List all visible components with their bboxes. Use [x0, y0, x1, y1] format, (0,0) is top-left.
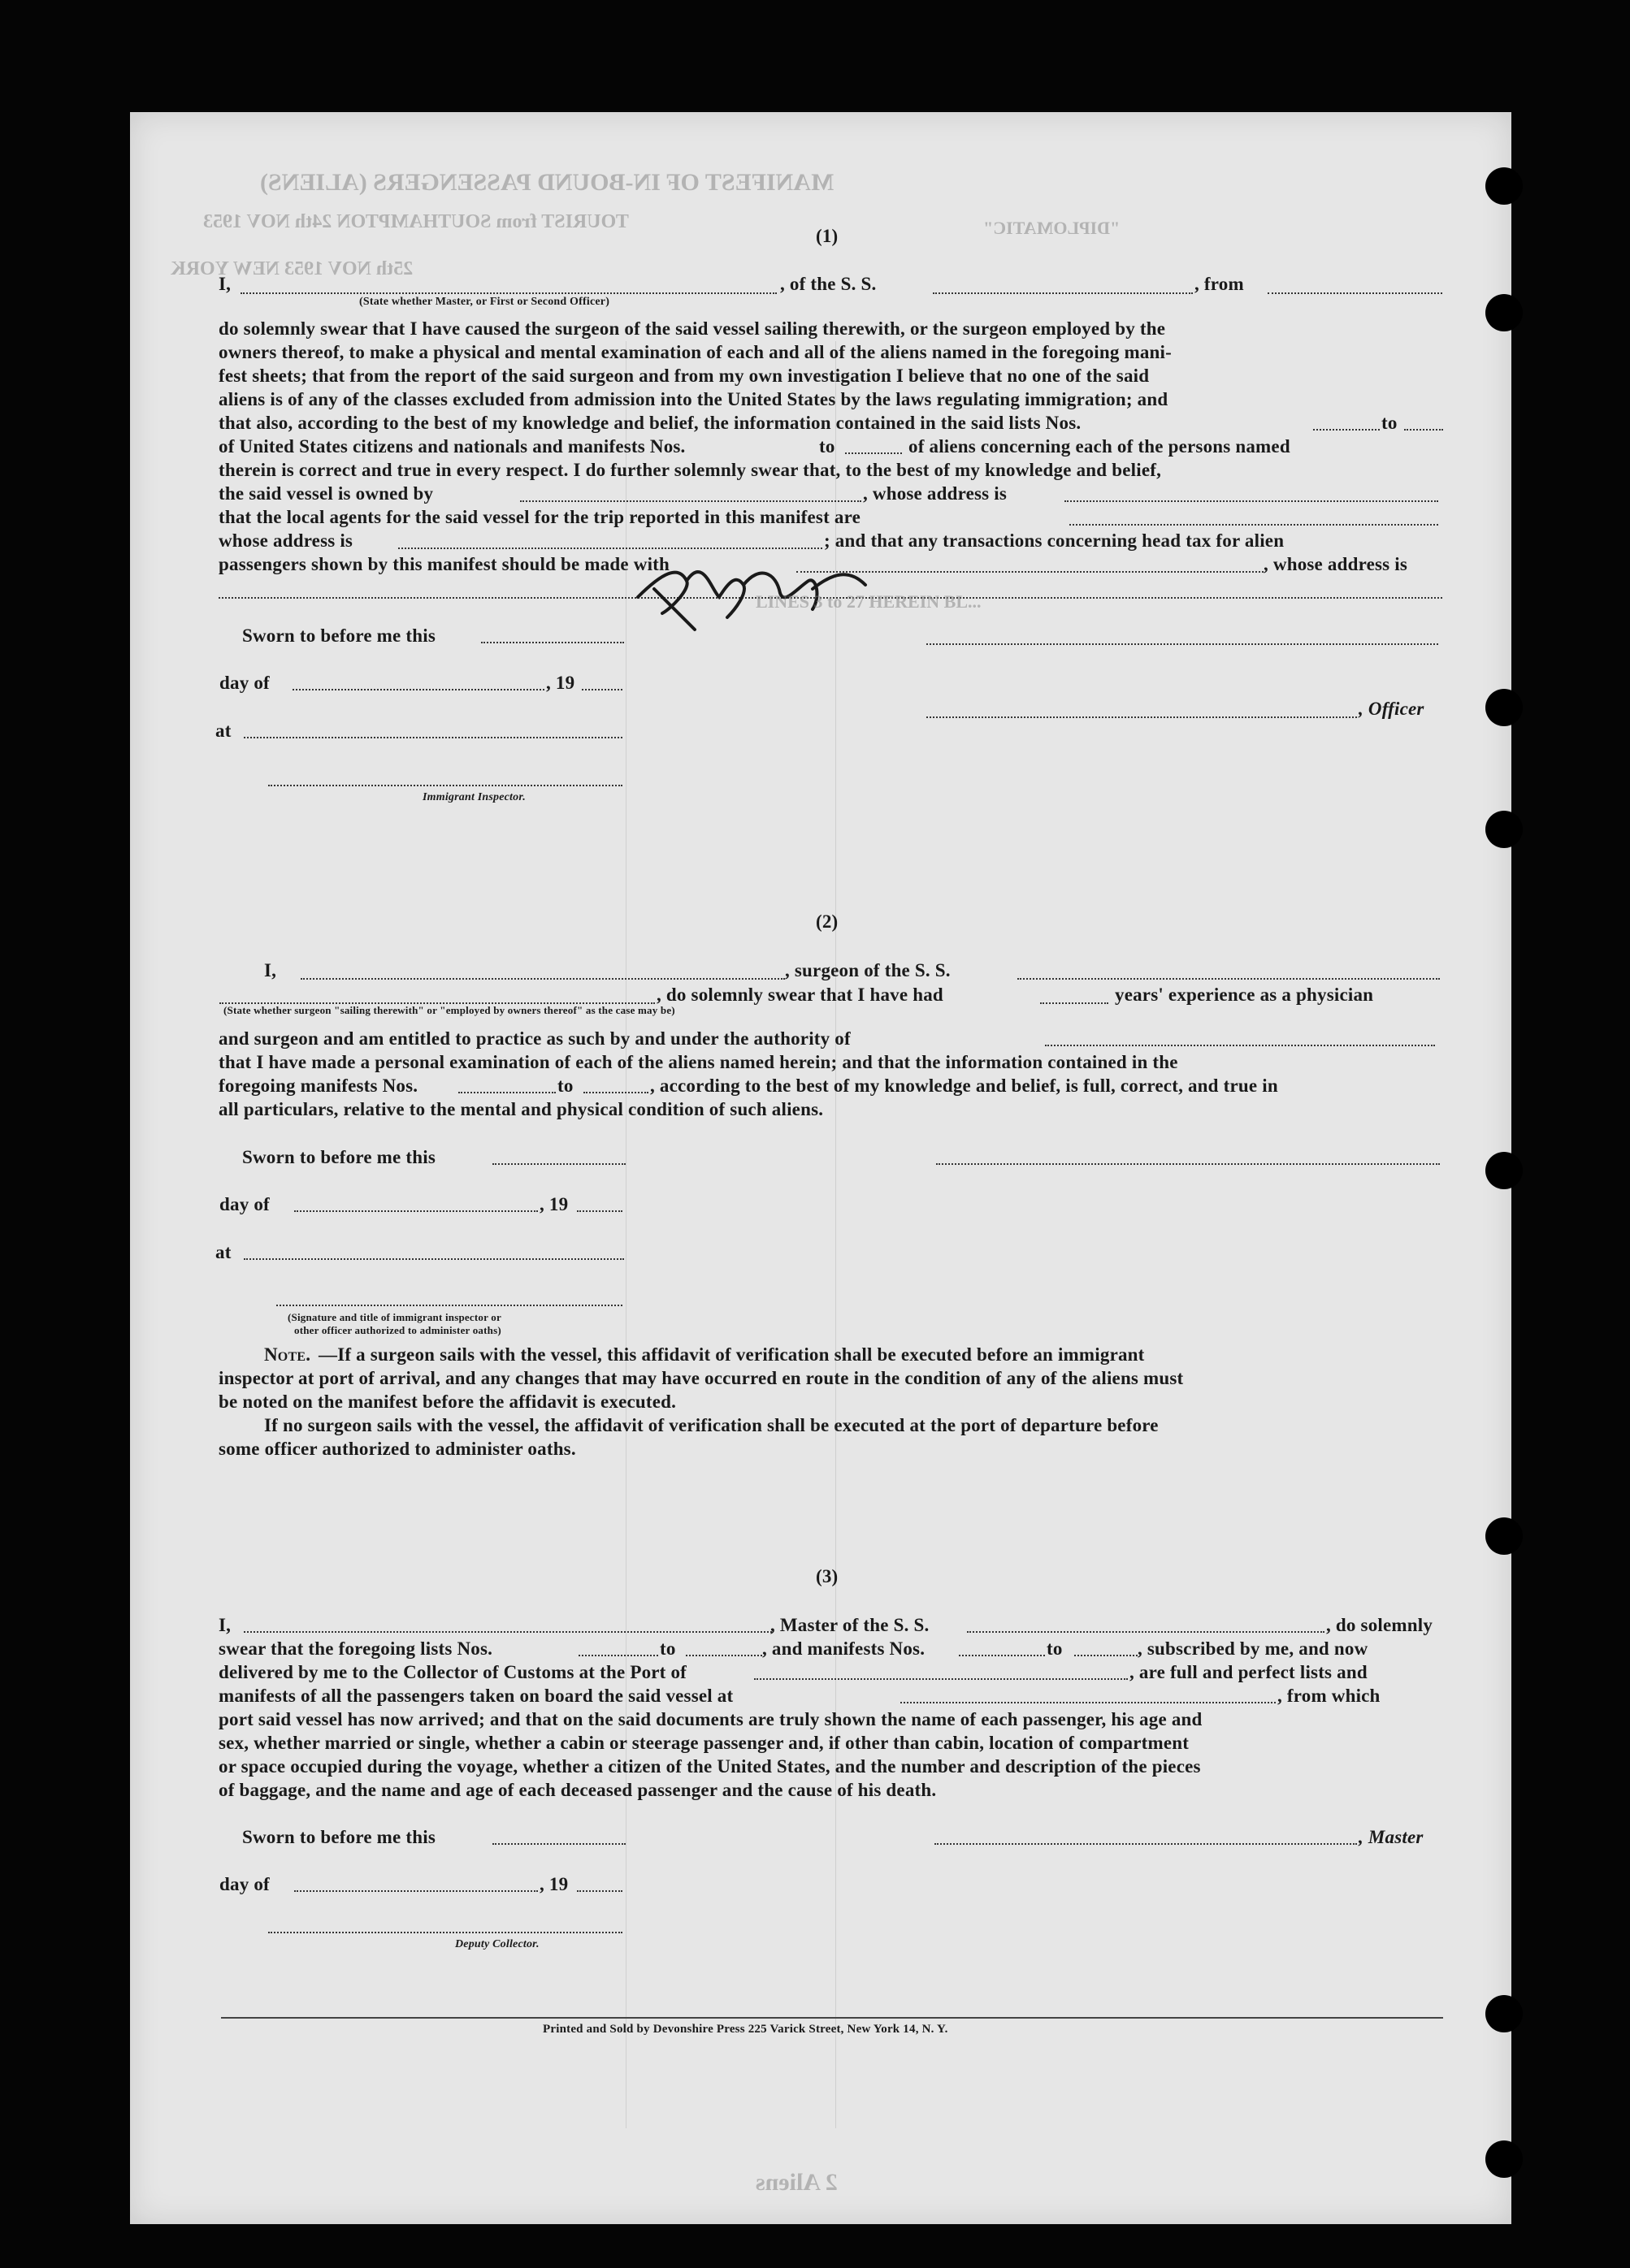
- oath-body-line: whose address is: [219, 530, 353, 551]
- section-3-number: (3): [816, 1566, 839, 1586]
- vessel-owner-field[interactable]: [520, 500, 861, 502]
- to-label: to: [660, 1638, 676, 1659]
- oath-body-line: manifests of all the passengers taken on board the said vessel at: [219, 1686, 734, 1706]
- oath-body-line: all particulars, relative to the mental and physical condition of such aliens.: [219, 1099, 824, 1119]
- ghost-header-route: TOURIST from SOUTHAMPTON 24th NOV 1953: [203, 211, 629, 232]
- ghost-header-title: MANIFEST OF IN-BOUND PASSENGERS (ALIENS): [260, 169, 835, 196]
- ghost-lines-stamp: LINES 3 to 27 HEREIN BL...: [756, 591, 982, 612]
- oath-body-line: of United States citizens and nationals and manifests Nos.: [219, 436, 686, 457]
- oath-body-line: , subscribed by me, and now: [1138, 1638, 1368, 1659]
- year-label: , 19: [546, 673, 575, 693]
- oath-body-line: passengers shown by this manifest should be made with: [219, 554, 670, 574]
- oath-body-line: years' experience as a physician: [1115, 985, 1374, 1005]
- section-2-number: (2): [816, 911, 839, 932]
- manifests-to-field[interactable]: [583, 1092, 648, 1093]
- section-1-number: (1): [816, 226, 839, 246]
- binder-hole: [1485, 294, 1523, 331]
- printer-imprint: Printed and Sold by Devonshire Press 225 Varick Street, New York 14, N. Y.: [543, 2023, 948, 2036]
- officer-signature-line[interactable]: [926, 643, 1438, 645]
- note-label: Note.: [264, 1344, 311, 1365]
- manifests-to-field[interactable]: [845, 452, 902, 454]
- oath-body-line: , are full and perfect lists and: [1129, 1662, 1368, 1682]
- officer-name-field[interactable]: [241, 292, 777, 294]
- oath-body-line: , do solemnly: [1326, 1615, 1433, 1635]
- officer-rank-note: (State whether Master, or First or Second Officer): [359, 296, 610, 308]
- surgeon-status-note: (State whether surgeon "sailing therewith" or "employed by owners thereof" as the case may be): [223, 1004, 675, 1016]
- oath-body-line: sex, whether married or single, whether a cabin or steerage passenger and, if other than cabin, location of compartment: [219, 1733, 1190, 1753]
- footer-rule: [221, 2017, 1443, 2019]
- surgeon-of-label: , surgeon of the S. S.: [785, 960, 951, 980]
- note-text-line: If no surgeon sails with the vessel, the affidavit of verification shall be executed at the port of departure before: [264, 1415, 1159, 1435]
- binder-hole: [1485, 811, 1523, 848]
- ghost-stamp: "DIPLOMATIC": [983, 218, 1121, 238]
- oath-body-line: that I have made a personal examination of each of the aliens named herein; and that the information contained in the: [219, 1052, 1178, 1072]
- at-label: at: [215, 721, 232, 741]
- binder-hole: [1485, 1995, 1523, 2032]
- lists-from-field[interactable]: [579, 1655, 658, 1656]
- local-agents-field[interactable]: [1069, 524, 1438, 526]
- oath-body-line: owners thereof, to make a physical and mental examination of each and all of the aliens named in the foregoing mani-: [219, 342, 1172, 362]
- year-label: , 19: [540, 1194, 569, 1214]
- master-vessel-field[interactable]: [967, 1631, 1324, 1633]
- day-of-label: day of: [219, 1194, 270, 1214]
- officer-label: , Officer: [1359, 699, 1424, 719]
- ghost-aliens-count: 2 Aliens: [756, 2169, 838, 2196]
- immigrant-inspector-label: Immigrant Inspector.: [423, 791, 526, 803]
- surgeon-signature-line[interactable]: [936, 1163, 1440, 1165]
- whose-address-label: , whose address is: [1264, 554, 1407, 574]
- note-text-line: —If a surgeon sails with the vessel, this affidavit of verification shall be executed before an immigrant: [319, 1344, 1145, 1365]
- oath-body-line: of aliens concerning each of the persons named: [908, 436, 1290, 457]
- oath-body-line: that the local agents for the said vessel for the trip reported in this manifest are: [219, 507, 861, 527]
- day-of-field[interactable]: [294, 1890, 538, 1892]
- binder-hole: [1485, 167, 1523, 205]
- inspector-signature-line[interactable]: [276, 1305, 622, 1306]
- note-text-line: some officer authorized to administer oaths.: [219, 1439, 576, 1459]
- binder-hole: [1485, 2140, 1523, 2178]
- year-field[interactable]: [577, 1210, 622, 1212]
- sworn-date-field[interactable]: [492, 1843, 626, 1845]
- lists-to-field[interactable]: [686, 1655, 762, 1656]
- oath-body-line: or space occupied during the voyage, whether a citizen of the United States, and the number and description of the pieces: [219, 1756, 1201, 1777]
- oath-i-label: I,: [264, 960, 277, 980]
- to-label: to: [557, 1076, 574, 1096]
- oath-body-line: foregoing manifests Nos.: [219, 1076, 418, 1096]
- from-label: , from: [1194, 274, 1244, 294]
- day-of-label: day of: [219, 673, 270, 693]
- at-label: at: [215, 1242, 232, 1262]
- sworn-label: Sworn to before me this: [242, 1827, 436, 1847]
- officer-title-line[interactable]: [926, 716, 1357, 718]
- binder-hole: [1485, 1517, 1523, 1555]
- year-field[interactable]: [577, 1890, 622, 1892]
- years-experience-field[interactable]: [1040, 1002, 1108, 1004]
- officer-signature: [605, 540, 898, 638]
- surgeon-name-field[interactable]: [301, 978, 785, 980]
- oath-body-line: of baggage, and the name and age of each deceased passenger and the cause of his death.: [219, 1780, 937, 1800]
- oath-body-line: , from which: [1277, 1686, 1381, 1706]
- at-place-field[interactable]: [244, 737, 622, 738]
- manifests-from-field[interactable]: [959, 1655, 1045, 1656]
- signature-note: other officer authorized to administer oaths): [294, 1324, 501, 1336]
- note-text-line: be noted on the manifest before the affidavit is executed.: [219, 1392, 677, 1412]
- sworn-date-field[interactable]: [492, 1163, 626, 1165]
- day-of-field[interactable]: [293, 689, 544, 690]
- oath-body-line: and surgeon and am entitled to practice as such by and under the authority of: [219, 1028, 851, 1049]
- oath-body-line: do solemnly swear that I have caused the surgeon of the said vessel sailing therewith, or the surgeon employed by the: [219, 318, 1166, 339]
- year-label: , 19: [540, 1874, 569, 1894]
- sworn-label: Sworn to before me this: [242, 1147, 436, 1167]
- boarding-port-field[interactable]: [900, 1702, 1276, 1703]
- binder-hole: [1485, 1152, 1523, 1189]
- to-label: to: [1047, 1638, 1063, 1659]
- authority-field[interactable]: [1045, 1045, 1435, 1046]
- at-place-field[interactable]: [244, 1258, 624, 1260]
- oath-body-line: , do solemnly swear that I have had: [657, 985, 943, 1005]
- signature-note: (Signature and title of immigrant inspector or: [288, 1311, 501, 1323]
- master-of-label: , Master of the S. S.: [770, 1615, 930, 1635]
- lists-to-field[interactable]: [1404, 429, 1443, 431]
- oath-body-line: ; and that any transactions concerning head tax for alien: [824, 530, 1285, 551]
- oath-body-line: therein is correct and true in every respect. I do further solemnly swear that, to the best of my knowledge and belief,: [219, 460, 1162, 480]
- year-field[interactable]: [582, 689, 622, 690]
- manifests-from-field[interactable]: [458, 1092, 556, 1093]
- customs-port-field[interactable]: [754, 1678, 1128, 1680]
- to-label: to: [819, 436, 835, 457]
- vessel-name-field[interactable]: [933, 292, 1193, 294]
- owner-address-field[interactable]: [1064, 500, 1438, 502]
- oath-i-label: I,: [219, 274, 232, 294]
- oath-body-line: , according to the best of my knowledge and belief, is full, correct, and true in: [650, 1076, 1278, 1096]
- master-name-field[interactable]: [244, 1631, 772, 1633]
- oath-body-line: that also, according to the best of my knowledge and belief, the information contained in the said lists Nos.: [219, 413, 1082, 433]
- sworn-label: Sworn to before me this: [242, 625, 436, 646]
- day-of-label: day of: [219, 1874, 270, 1894]
- to-label: to: [1381, 413, 1398, 433]
- oath-body-line: port said vessel has now arrived; and that on the said documents are truly shown the name of each passenger, his age and: [219, 1709, 1203, 1729]
- master-signature-line[interactable]: [934, 1843, 1357, 1845]
- sworn-date-field[interactable]: [481, 642, 624, 643]
- oath-i-label: I,: [219, 1615, 232, 1635]
- oath-body-line: aliens is of any of the classes excluded from admission into the United States by the laws regulating immigration; and: [219, 389, 1168, 409]
- surgeon-vessel-field[interactable]: [1017, 978, 1440, 980]
- day-of-field[interactable]: [294, 1210, 538, 1212]
- oath-body-line: delivered by me to the Collector of Customs at the Port of: [219, 1662, 687, 1682]
- inspector-signature-line[interactable]: [268, 785, 622, 786]
- oath-body-line: the said vessel is owned by: [219, 483, 434, 504]
- of-ss-label: , of the S. S.: [780, 274, 877, 294]
- lists-from-field[interactable]: [1313, 429, 1380, 431]
- whose-address-label: , whose address is: [863, 483, 1007, 504]
- master-label: , Master: [1359, 1827, 1424, 1847]
- oath-body-line: swear that the foregoing lists Nos.: [219, 1638, 493, 1659]
- manifests-to-field[interactable]: [1074, 1655, 1138, 1656]
- binder-hole: [1485, 689, 1523, 726]
- oath-body-line: , and manifests Nos.: [762, 1638, 926, 1659]
- collector-signature-line[interactable]: [268, 1932, 622, 1933]
- from-port-field[interactable]: [1268, 292, 1442, 294]
- deputy-collector-label: Deputy Collector.: [455, 1938, 540, 1950]
- ghost-header-arrival: 25th NOV 1953 NEW YORK: [171, 258, 414, 279]
- note-text-line: inspector at port of arrival, and any changes that may have occurred en route in the condition of any of the aliens must: [219, 1368, 1184, 1388]
- oath-body-line: fest sheets; that from the report of the said surgeon and from my own investigation I believe that no one of the said: [219, 366, 1150, 386]
